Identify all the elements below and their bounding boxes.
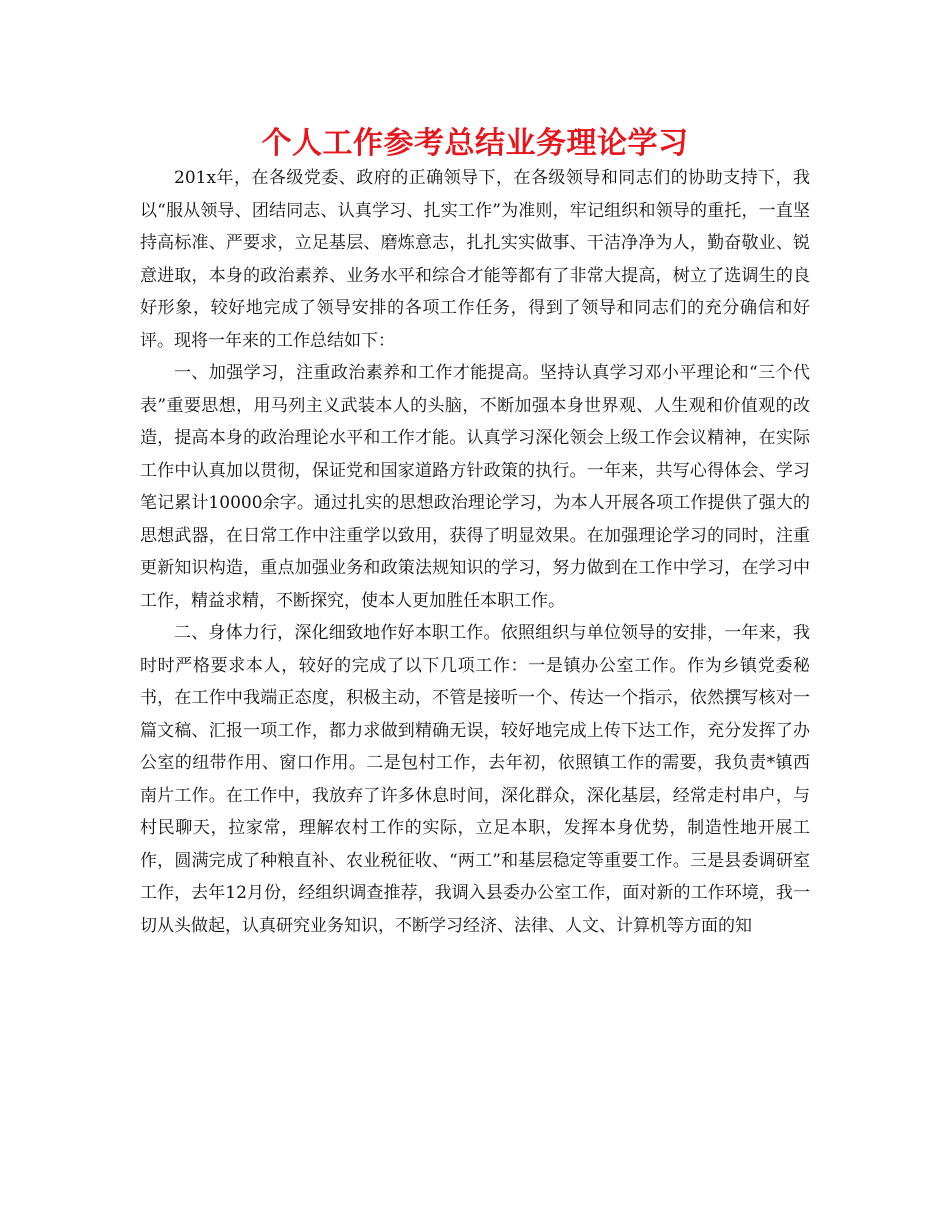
paragraph-work: 二、身体力行，深化细致地作好本职工作。依照组织与单位领导的安排，一年来，我时时严格要求本人，较好的完成了以下几项工作：一是镇办公室工作。作为乡镇党委秘书，在工作中我端正态度，积极主动，不管是接听一个、传达一个指示，依然撰写核对一篇文稿、汇报一项工作，都力求做到精确无误，较好地完成上传下达工作，充分发挥了办公室的纽带作用、窗口作用。二是包村工作，去年初，依照镇工作的需要，我负责*镇西南片工作。在工作中，我放弃了许多休息时间，深化群众，深化基层，经常走村串户，与村民聊天，拉家常，理解农村工作的实际，立足本职，发挥本身优势，制造性地开展工作，圆满完成了种粮直补、农业税征收、“两工”和基层稳定等重要工作。三是县委调研室工作，去年12月份，经组织调查推荐，我调入县委办公室工作，面对新的工作环境，我一切从头做起，认真研究业务知识，不断学习经济、法律、人文、计算机等方面的知 — [140, 623, 810, 936]
document-title: 个人工作参考总结业务理论学习 — [261, 126, 689, 161]
document-body — [140, 162, 810, 942]
paragraph-intro: 201x年，在各级党委、政府的正确领导下，在各级领导和同志们的协助支持下，我以“服从领导、团结同志、认真学习、扎实工作”为准则，牢记组织和领导的重托，一直坚持高标准、严要求，立足基层、磨炼意志，扎扎实实做事、干洁净净为人，勤奋敬业、锐意进取，本身的政治素养、业务水平和综合才能等都有了非常大提高，树立了选调生的良好形象，较好地完成了领导安排的各项工作任务，得到了领导和同志们的充分确信和好评。现将一年来的工作总结如下： — [140, 168, 810, 351]
paragraph-study: 一、加强学习，注重政治素养和工作才能提高。坚持认真学习邓小平理论和“三个代表”重要思想，用马列主义武装本人的头脑，不断加强本身世界观、人生观和价值观的改造，提高本身的政治理论水平和工作才能。认真学习深化领会上级工作会议精神，在实际工作中认真加以贯彻，保证党和国家道路方针政策的执行。一年来，共写心得体会、学习笔记累计10000余字。通过扎实的思想政治理论学习，为本人开展各项工作提供了强大的思想武器，在日常工作中注重学以致用，获得了明显效果。在加强理论学习的同时，注重更新知识构造，重点加强业务和政策法规知识的学习，努力做到在工作中学习，在学习中工作，精益求精，不断探究，使本人更加胜任本职工作。 — [140, 363, 810, 611]
